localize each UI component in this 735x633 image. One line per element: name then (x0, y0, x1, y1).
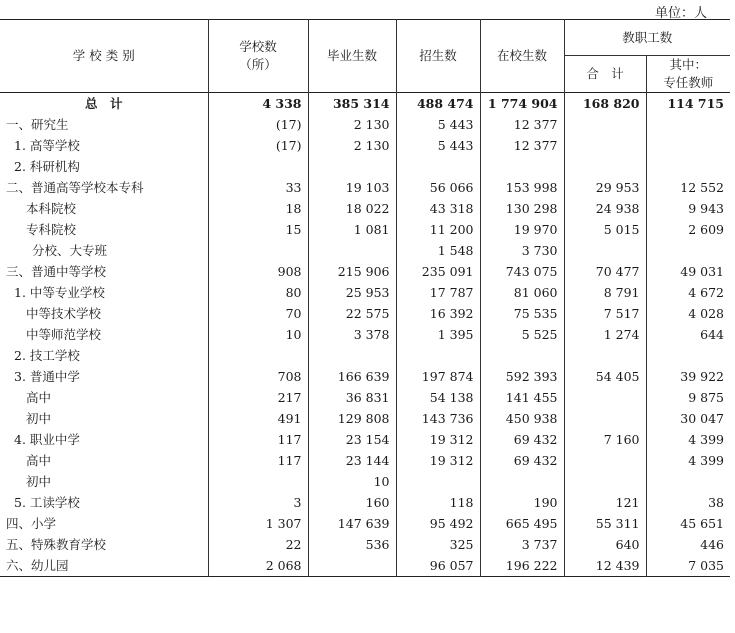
cell-enrollment: 17 787 (396, 282, 480, 303)
cell-enrollment: 43 318 (396, 198, 480, 219)
table-row (0, 198, 730, 219)
cell-enrollment: 11 200 (396, 219, 480, 240)
cell-graduates: 23 144 (308, 450, 396, 471)
table-body (0, 93, 730, 577)
row-label: 一、研究生 (6, 116, 69, 132)
cell-enrollment (396, 345, 480, 366)
table-row (0, 429, 730, 450)
cell-enrollment (396, 471, 480, 492)
cell-graduates: 129 808 (308, 408, 396, 429)
cell-students: 69 432 (480, 429, 564, 450)
cell-graduates: 215 906 (308, 261, 396, 282)
cell-graduates: 23 154 (308, 429, 396, 450)
cell-staff-teachers: 4 399 (646, 450, 730, 471)
header-students: 在校生数 (480, 20, 564, 93)
cell-enrollment: 56 066 (396, 177, 480, 198)
cell-enrollment: 5 443 (396, 135, 480, 156)
cell-schools: 80 (208, 282, 308, 303)
table-row (0, 387, 730, 408)
cell-staff-teachers: 7 035 (646, 555, 730, 577)
row-label: 本科院校 (26, 200, 77, 216)
header-category: 学 校 类 别 (72, 48, 135, 63)
cell-schools: 10 (208, 324, 308, 345)
row-label: 初中 (26, 410, 52, 426)
header-schools (208, 20, 308, 93)
cell-schools (208, 156, 308, 177)
cell-staff-total (564, 240, 646, 261)
table-row (0, 366, 730, 387)
cell-graduates: 1 081 (308, 219, 396, 240)
cell-students: 130 298 (480, 198, 564, 219)
table-row (0, 345, 730, 366)
cell-enrollment: 325 (396, 534, 480, 555)
cell-staff-teachers: 38 (646, 492, 730, 513)
row-label: 2. 科研机构 (14, 158, 80, 174)
row-label: 3. 普通中学 (14, 368, 80, 384)
header-staff: 教职工数 (564, 20, 730, 56)
cell-staff-teachers: 4 399 (646, 429, 730, 450)
cell-enrollment: 95 492 (396, 513, 480, 534)
cell-students: 19 970 (480, 219, 564, 240)
header-staff-teachers-text: 其中： 专任教师 (663, 57, 714, 90)
cell-schools: 4 338 (208, 93, 308, 115)
cell-staff-total (564, 450, 646, 471)
table-row (0, 114, 730, 135)
table-row (0, 177, 730, 198)
cell-staff-total (564, 387, 646, 408)
table-row (0, 555, 730, 577)
cell-students: 81 060 (480, 282, 564, 303)
cell-staff-teachers: 30 047 (646, 408, 730, 429)
cell-students: 3 737 (480, 534, 564, 555)
cell-enrollment: 16 392 (396, 303, 480, 324)
cell-schools: 117 (208, 450, 308, 471)
cell-students: 1 774 904 (480, 93, 564, 115)
row-label: 高中 (26, 389, 52, 405)
row-label: 中等技术学校 (26, 305, 102, 321)
cell-staff-total: 55 311 (564, 513, 646, 534)
cell-graduates (308, 555, 396, 577)
cell-graduates: 536 (308, 534, 396, 555)
cell-students (480, 471, 564, 492)
cell-staff-teachers (646, 345, 730, 366)
row-label: 五、特殊教育学校 (6, 536, 107, 552)
cell-staff-total (564, 345, 646, 366)
cell-schools (208, 471, 308, 492)
row-label: 高中 (26, 452, 52, 468)
cell-students: 69 432 (480, 450, 564, 471)
table-row (0, 534, 730, 555)
cell-enrollment: 19 312 (396, 450, 480, 471)
cell-schools: 491 (208, 408, 308, 429)
cell-students: 75 535 (480, 303, 564, 324)
header-staff-total: 合 计 (564, 56, 646, 93)
table-row (0, 324, 730, 345)
cell-students: 3 730 (480, 240, 564, 261)
header-enrollment: 招生数 (396, 20, 480, 93)
row-label: 初中 (26, 473, 52, 489)
cell-schools: 2 068 (208, 555, 308, 577)
table-row (0, 240, 730, 261)
table-row (0, 219, 730, 240)
cell-students: 153 998 (480, 177, 564, 198)
cell-students: 450 938 (480, 408, 564, 429)
cell-staff-total: 121 (564, 492, 646, 513)
table-row (0, 471, 730, 492)
cell-graduates: 19 103 (308, 177, 396, 198)
table-row (0, 450, 730, 471)
cell-enrollment: 1 548 (396, 240, 480, 261)
cell-staff-teachers (646, 156, 730, 177)
cell-students: 190 (480, 492, 564, 513)
cell-staff-total: 1 274 (564, 324, 646, 345)
cell-graduates: 22 575 (308, 303, 396, 324)
row-label: 中等师范学校 (26, 326, 102, 342)
table-row (0, 282, 730, 303)
cell-staff-total: 24 938 (564, 198, 646, 219)
cell-students (480, 156, 564, 177)
cell-schools: 18 (208, 198, 308, 219)
cell-schools: 1 307 (208, 513, 308, 534)
cell-staff-teachers (646, 135, 730, 156)
cell-staff-teachers: 39 922 (646, 366, 730, 387)
cell-staff-teachers: 45 651 (646, 513, 730, 534)
cell-staff-teachers: 4 028 (646, 303, 730, 324)
cell-students: 196 222 (480, 555, 564, 577)
cell-staff-teachers: 9 943 (646, 198, 730, 219)
cell-staff-total (564, 408, 646, 429)
row-label: 2. 技工学校 (14, 347, 80, 363)
cell-schools: (17) (208, 135, 308, 156)
cell-staff-teachers: 9 875 (646, 387, 730, 408)
table-row (0, 492, 730, 513)
table-row (0, 513, 730, 534)
cell-students: 743 075 (480, 261, 564, 282)
row-label: 分校、大专班 (32, 242, 108, 258)
cell-students: 141 455 (480, 387, 564, 408)
cell-staff-total: 12 439 (564, 555, 646, 577)
cell-schools: 3 (208, 492, 308, 513)
row-label: 三、普通中等学校 (6, 263, 107, 279)
cell-staff-teachers (646, 471, 730, 492)
cell-schools: 33 (208, 177, 308, 198)
cell-enrollment: 19 312 (396, 429, 480, 450)
cell-staff-teachers: 49 031 (646, 261, 730, 282)
cell-graduates: 25 953 (308, 282, 396, 303)
cell-staff-total: 8 791 (564, 282, 646, 303)
cell-graduates: 10 (308, 471, 396, 492)
row-label: 专科院校 (26, 221, 77, 237)
cell-staff-teachers: 446 (646, 534, 730, 555)
cell-staff-teachers: 114 715 (646, 93, 730, 115)
cell-staff-total: 5 015 (564, 219, 646, 240)
row-label: 二、普通高等学校本专科 (6, 179, 144, 195)
cell-schools: 708 (208, 366, 308, 387)
cell-schools: 117 (208, 429, 308, 450)
cell-schools: 70 (208, 303, 308, 324)
cell-enrollment: 197 874 (396, 366, 480, 387)
cell-graduates: 18 022 (308, 198, 396, 219)
cell-staff-teachers: 12 552 (646, 177, 730, 198)
cell-graduates: 160 (308, 492, 396, 513)
cell-enrollment: 143 736 (396, 408, 480, 429)
cell-graduates: 36 831 (308, 387, 396, 408)
cell-students: 12 377 (480, 135, 564, 156)
row-label: 四、小学 (6, 515, 57, 531)
cell-schools (208, 240, 308, 261)
row-label: 5. 工读学校 (14, 494, 80, 510)
cell-schools: 22 (208, 534, 308, 555)
cell-staff-teachers: 644 (646, 324, 730, 345)
table-row (0, 261, 730, 282)
cell-students: 665 495 (480, 513, 564, 534)
cell-staff-total: 168 820 (564, 93, 646, 115)
cell-students: 12 377 (480, 114, 564, 135)
cell-graduates: 3 378 (308, 324, 396, 345)
cell-staff-total: 7 160 (564, 429, 646, 450)
row-label: 1. 中等专业学校 (14, 284, 105, 300)
cell-enrollment (396, 156, 480, 177)
cell-staff-total: 54 405 (564, 366, 646, 387)
cell-staff-teachers: 4 672 (646, 282, 730, 303)
cell-staff-teachers: 2 609 (646, 219, 730, 240)
unit-label: 单位：人 (654, 6, 707, 21)
cell-schools: 908 (208, 261, 308, 282)
cell-graduates (308, 240, 396, 261)
cell-staff-total (564, 114, 646, 135)
cell-staff-total (564, 135, 646, 156)
cell-staff-total: 7 517 (564, 303, 646, 324)
table-row (0, 156, 730, 177)
header-staff-teachers (646, 56, 730, 93)
cell-schools: 217 (208, 387, 308, 408)
table-row (0, 135, 730, 156)
header-graduates: 毕业生数 (308, 20, 396, 93)
row-label: 1. 高等学校 (14, 137, 80, 153)
table-row (0, 303, 730, 324)
education-statistics-table (0, 19, 730, 577)
cell-enrollment: 488 474 (396, 93, 480, 115)
cell-graduates (308, 156, 396, 177)
cell-students: 592 393 (480, 366, 564, 387)
cell-enrollment: 96 057 (396, 555, 480, 577)
cell-staff-teachers (646, 114, 730, 135)
cell-staff-total: 29 953 (564, 177, 646, 198)
cell-graduates (308, 345, 396, 366)
cell-staff-total (564, 471, 646, 492)
cell-staff-total (564, 156, 646, 177)
row-label: 六、幼儿园 (6, 557, 69, 573)
cell-enrollment: 54 138 (396, 387, 480, 408)
cell-graduates: 2 130 (308, 135, 396, 156)
row-label: 总 计 (84, 95, 123, 111)
cell-graduates: 147 639 (308, 513, 396, 534)
cell-schools: (17) (208, 114, 308, 135)
header-schools-text: 学校数 （所） (239, 39, 277, 72)
cell-graduates: 385 314 (308, 93, 396, 115)
cell-staff-total: 640 (564, 534, 646, 555)
table-row-total (0, 93, 730, 115)
row-label: 4. 职业中学 (14, 431, 80, 447)
cell-enrollment: 1 395 (396, 324, 480, 345)
cell-schools: 15 (208, 219, 308, 240)
cell-enrollment: 118 (396, 492, 480, 513)
cell-staff-teachers (646, 240, 730, 261)
cell-enrollment: 235 091 (396, 261, 480, 282)
cell-schools (208, 345, 308, 366)
cell-enrollment: 5 443 (396, 114, 480, 135)
table-row (0, 408, 730, 429)
cell-graduates: 166 639 (308, 366, 396, 387)
cell-staff-total: 70 477 (564, 261, 646, 282)
cell-students (480, 345, 564, 366)
table-header (0, 20, 730, 93)
cell-graduates: 2 130 (308, 114, 396, 135)
cell-students: 5 525 (480, 324, 564, 345)
